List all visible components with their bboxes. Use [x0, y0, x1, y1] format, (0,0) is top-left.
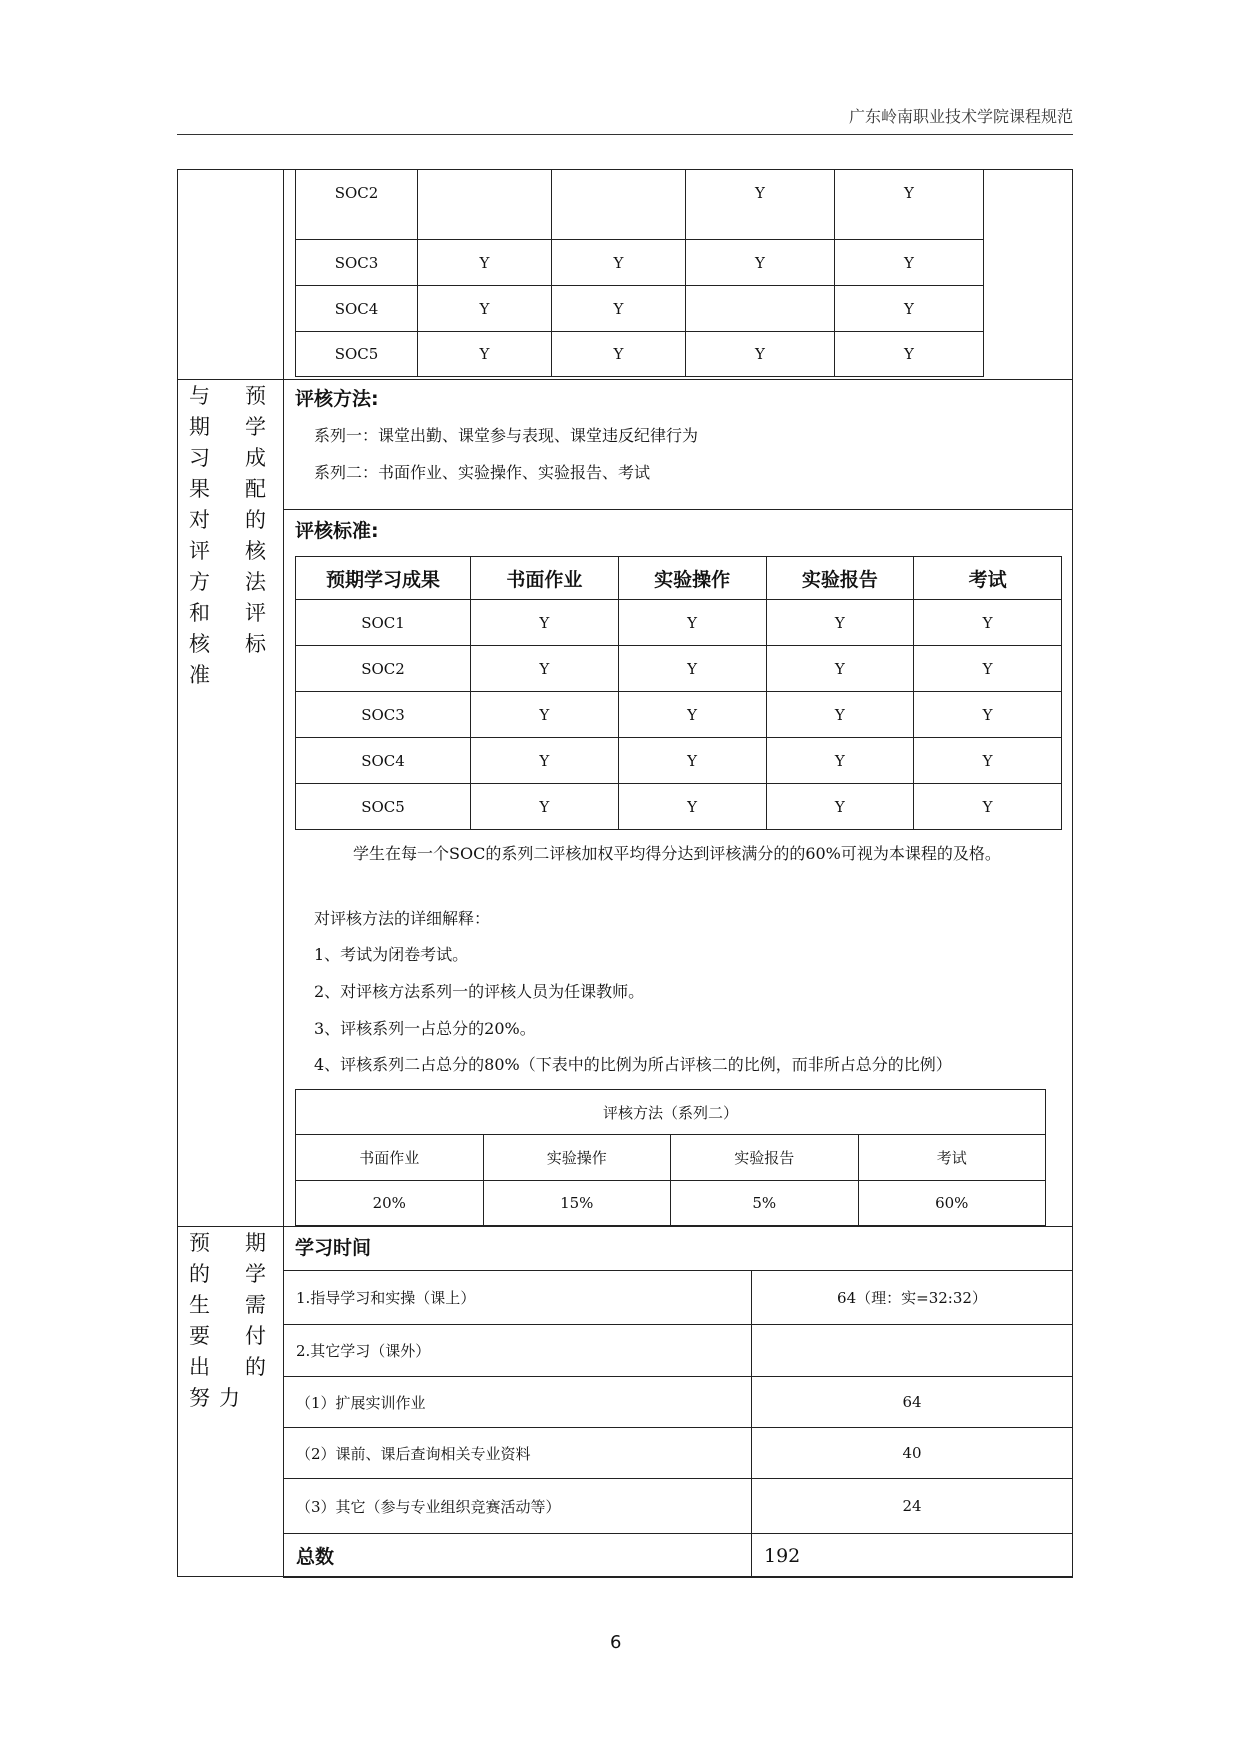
- weight-table-title: 评核方法（系列二）: [296, 1090, 1046, 1135]
- series2-text: 系列二：书面作业、实验操作、实验报告、考试: [314, 463, 651, 482]
- table-header-row: [296, 557, 1062, 600]
- activity-cell: 2.其它学习（课外）: [284, 1325, 752, 1377]
- page-number: 6: [610, 1632, 622, 1653]
- cell: SOC5: [296, 332, 418, 377]
- cell: Y: [471, 600, 619, 646]
- cell: 考试: [858, 1135, 1046, 1181]
- cell: 5%: [671, 1181, 859, 1226]
- cell: Y: [686, 240, 835, 286]
- cell: 20%: [296, 1181, 484, 1226]
- table-row: [284, 1377, 1073, 1428]
- table-row: [296, 784, 1062, 830]
- cell: Y: [835, 286, 984, 332]
- cell: Y: [618, 738, 766, 784]
- cell: Y: [766, 784, 914, 830]
- cell: Y: [835, 332, 984, 377]
- standard-table: [295, 556, 1062, 830]
- table-row: [296, 600, 1062, 646]
- cell: Y: [618, 646, 766, 692]
- header-rule: [177, 134, 1073, 135]
- column-header: 考试: [914, 557, 1062, 600]
- cell: Y: [618, 784, 766, 830]
- total-label: 总数: [284, 1534, 752, 1578]
- row-divider: [177, 1226, 1073, 1227]
- table-row: [284, 1428, 1073, 1479]
- cell: Y: [618, 600, 766, 646]
- table-row: [296, 286, 984, 332]
- pass-note: 学生在每一个SOC的系列二评核加权平均得分达到评核满分的的60%可视为本课程的及格。: [353, 844, 1001, 863]
- cell: SOC1: [296, 600, 471, 646]
- cell: 15%: [483, 1181, 671, 1226]
- column-header: 实验操作: [618, 557, 766, 600]
- cell: [552, 170, 686, 240]
- cell: [418, 170, 552, 240]
- study-time-title: 学习时间: [295, 1237, 372, 1259]
- table-row: [296, 332, 984, 377]
- hours-cell: 24: [752, 1479, 1073, 1534]
- total-value: 192: [752, 1534, 1073, 1578]
- cell: SOC3: [296, 240, 418, 286]
- table-row: [296, 646, 1062, 692]
- cell: Y: [766, 600, 914, 646]
- cell: SOC2: [296, 170, 418, 240]
- activity-cell: （1）扩展实训作业: [284, 1377, 752, 1428]
- table-row: [296, 1181, 1046, 1226]
- hours-cell: 64（理：实=32:32）: [752, 1271, 1073, 1325]
- cell: Y: [471, 738, 619, 784]
- activity-cell: （3）其它（参与专业组织竞赛活动等）: [284, 1479, 752, 1534]
- cell: Y: [686, 332, 835, 377]
- cell: Y: [914, 692, 1062, 738]
- cell: Y: [418, 240, 552, 286]
- method-title: 评核方法:: [295, 388, 379, 410]
- cell: Y: [418, 286, 552, 332]
- detail-item: 4、评核系列二占总分的80%（下表中的比例为所占评核二的比例，而非所占总分的比例）: [314, 1055, 952, 1074]
- hours-cell: 40: [752, 1428, 1073, 1479]
- cell: Y: [766, 738, 914, 784]
- table-row: [296, 1135, 1046, 1181]
- standard-title: 评核标准:: [295, 520, 379, 542]
- cell: Y: [914, 738, 1062, 784]
- cell: Y: [766, 692, 914, 738]
- cell: SOC4: [296, 738, 471, 784]
- table-row: [296, 692, 1062, 738]
- cell: 实验操作: [483, 1135, 671, 1181]
- cell: [686, 286, 835, 332]
- cell: Y: [835, 240, 984, 286]
- table-row: [296, 170, 984, 240]
- cell: Y: [471, 784, 619, 830]
- cell: SOC3: [296, 692, 471, 738]
- table-row: [296, 1090, 1046, 1135]
- column-header: 实验报告: [766, 557, 914, 600]
- cell: SOC2: [296, 646, 471, 692]
- cell: Y: [835, 170, 984, 240]
- cell: 书面作业: [296, 1135, 484, 1181]
- table-row: [284, 1325, 1073, 1377]
- column-header: 书面作业: [471, 557, 619, 600]
- assessment-side-label: 与预期学习成果配对的评核方法和评核标准: [189, 384, 275, 687]
- detail-title: 对评核方法的详细解释：: [314, 909, 491, 928]
- cell: Y: [766, 646, 914, 692]
- effort-side-label: 预期的学生需要付出的努力: [189, 1231, 275, 1410]
- cell: 60%: [858, 1181, 1046, 1226]
- total-row: [284, 1534, 1073, 1578]
- table-row: [284, 1271, 1073, 1325]
- cell: Y: [552, 240, 686, 286]
- row-divider: [177, 379, 1073, 380]
- cell: Y: [686, 170, 835, 240]
- column-header: 预期学习成果: [296, 557, 471, 600]
- cell: Y: [914, 646, 1062, 692]
- cell: Y: [552, 332, 686, 377]
- weight-table: [295, 1089, 1046, 1226]
- hours-cell: [752, 1325, 1073, 1377]
- cell: Y: [418, 332, 552, 377]
- detail-item: 3、评核系列一占总分的20%。: [314, 1019, 536, 1038]
- activity-cell: （2）课前、课后查询相关专业资料: [284, 1428, 752, 1479]
- cell: Y: [552, 286, 686, 332]
- row-divider: [283, 509, 1073, 510]
- activity-cell: 1.指导学习和实操（课上）: [284, 1271, 752, 1325]
- table-row: [296, 240, 984, 286]
- cell: SOC4: [296, 286, 418, 332]
- cell: Y: [471, 646, 619, 692]
- cell: Y: [618, 692, 766, 738]
- table-row: [284, 1479, 1073, 1534]
- series1-text: 系列一：课堂出勤、课堂参与表现、课堂违反纪律行为: [314, 426, 699, 445]
- cell: 实验报告: [671, 1135, 859, 1181]
- hours-cell: 64: [752, 1377, 1073, 1428]
- soc-mapping-table: [295, 169, 984, 377]
- detail-item: 2、对评核方法系列一的评核人员为任课教师。: [314, 982, 645, 1001]
- detail-item: 1、考试为闭卷考试。: [314, 945, 469, 964]
- cell: SOC5: [296, 784, 471, 830]
- cell: Y: [914, 784, 1062, 830]
- cell: Y: [471, 692, 619, 738]
- table-row: [296, 738, 1062, 784]
- cell: Y: [914, 600, 1062, 646]
- study-time-table: [283, 1270, 1073, 1578]
- header-title: 广东岭南职业技术学院课程规范: [848, 107, 1073, 126]
